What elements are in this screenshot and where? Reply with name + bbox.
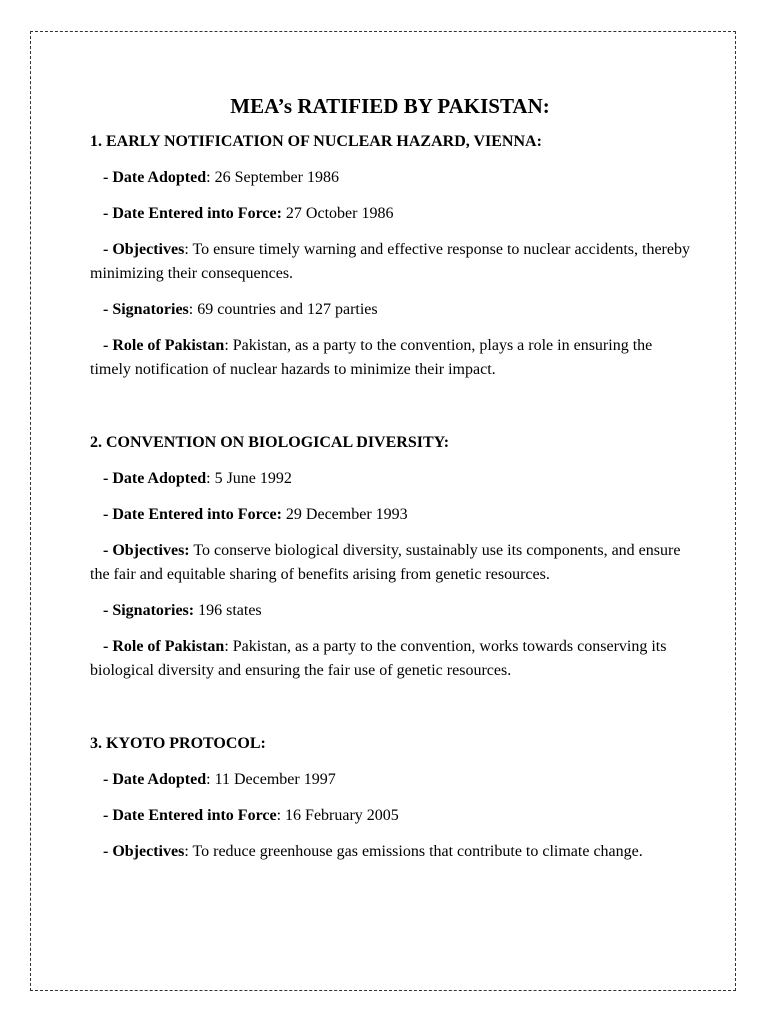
item-label: - Date Entered into Force: bbox=[103, 506, 282, 523]
item-label: - Date Adopted bbox=[103, 169, 207, 186]
item-value: To ensure timely warning and effective response to nuclear accidents, thereby minimizing their consequences. bbox=[90, 241, 690, 282]
item-value: 27 October 1986 bbox=[285, 205, 394, 222]
item-label: - Objectives bbox=[103, 843, 185, 860]
section-heading: 3. KYOTO PROTOCOL: bbox=[90, 735, 266, 752]
date-entered-item bbox=[90, 503, 690, 527]
signatories-item: - Signatories: 69 countries and 127 parties bbox=[103, 301, 378, 318]
section-heading: 1. EARLY NOTIFICATION OF NUCLEAR HAZARD, VIENNA: bbox=[90, 133, 542, 150]
item-label: - Date Entered into Force bbox=[103, 807, 277, 824]
section-biological-diversity bbox=[90, 431, 690, 683]
date-adopted-item: - Date Adopted: 11 December 1997 bbox=[103, 771, 336, 788]
item-value: To conserve biological diversity, sustainably use its components, and ensure the fair and equitable sharing of benefits arising from genetic resources. bbox=[90, 542, 681, 583]
section-kyoto-protocol bbox=[90, 732, 690, 864]
item-value: 69 countries and 127 parties bbox=[197, 301, 378, 318]
objectives-item: - Objectives: To ensure timely warning and effective response to nuclear accidents, thereby minimizing their consequences. bbox=[90, 241, 690, 282]
date-entered-item bbox=[90, 202, 690, 226]
objectives-item bbox=[90, 539, 690, 587]
date-adopted-item: - Date Adopted: 26 September 1986 bbox=[103, 169, 339, 186]
item-label: - Signatories bbox=[103, 301, 189, 318]
section-heading: 2. CONVENTION ON BIOLOGICAL DIVERSITY: bbox=[90, 434, 450, 451]
item-value: 29 December 1993 bbox=[285, 506, 408, 523]
signatories-item bbox=[90, 599, 690, 623]
item-label: - Objectives bbox=[103, 241, 185, 258]
date-adopted-item: - Date Adopted: 5 June 1992 bbox=[103, 470, 292, 487]
item-value: 26 September 1986 bbox=[214, 169, 339, 186]
item-label: - Objectives: bbox=[103, 542, 190, 559]
document-title: MEA’s RATIFIED BY PAKISTAN: bbox=[230, 94, 550, 118]
item-value: 16 February 2005 bbox=[285, 807, 399, 824]
date-entered-item: - Date Entered into Force: 16 February 2005 bbox=[103, 807, 399, 824]
item-value: 196 states bbox=[198, 602, 262, 619]
role-of-pakistan-item: - Role of Pakistan: Pakistan, as a party to the convention, plays a role in ensuring the timely notification of nuclear hazards to minimize their impact. bbox=[90, 337, 653, 378]
item-value: Pakistan, as a party to the convention, works towards conserving its biological diversity and ensuring the fair use of genetic resources. bbox=[90, 638, 667, 679]
item-value: 11 December 1997 bbox=[214, 771, 336, 788]
item-value: 5 June 1992 bbox=[214, 470, 292, 487]
document-body bbox=[90, 92, 690, 864]
role-of-pakistan-item: - Role of Pakistan: Pakistan, as a party to the convention, works towards conserving its biological diversity and ensuring the fair use of genetic resources. bbox=[90, 638, 667, 679]
item-label: - Date Adopted bbox=[103, 470, 207, 487]
item-value: To reduce greenhouse gas emissions that contribute to climate change. bbox=[192, 843, 643, 860]
item-label: - Date Entered into Force: bbox=[103, 205, 282, 222]
item-label: - Date Adopted bbox=[103, 771, 207, 788]
item-label: - Role of Pakistan bbox=[103, 638, 225, 655]
item-label: - Role of Pakistan bbox=[103, 337, 225, 354]
objectives-item: - Objectives: To reduce greenhouse gas emissions that contribute to climate change. bbox=[103, 843, 643, 860]
item-label: - Signatories: bbox=[103, 602, 195, 619]
item-value: Pakistan, as a party to the convention, plays a role in ensuring the timely notification of nuclear hazards to minimize their impact. bbox=[90, 337, 653, 378]
section-early-notification bbox=[90, 130, 690, 382]
